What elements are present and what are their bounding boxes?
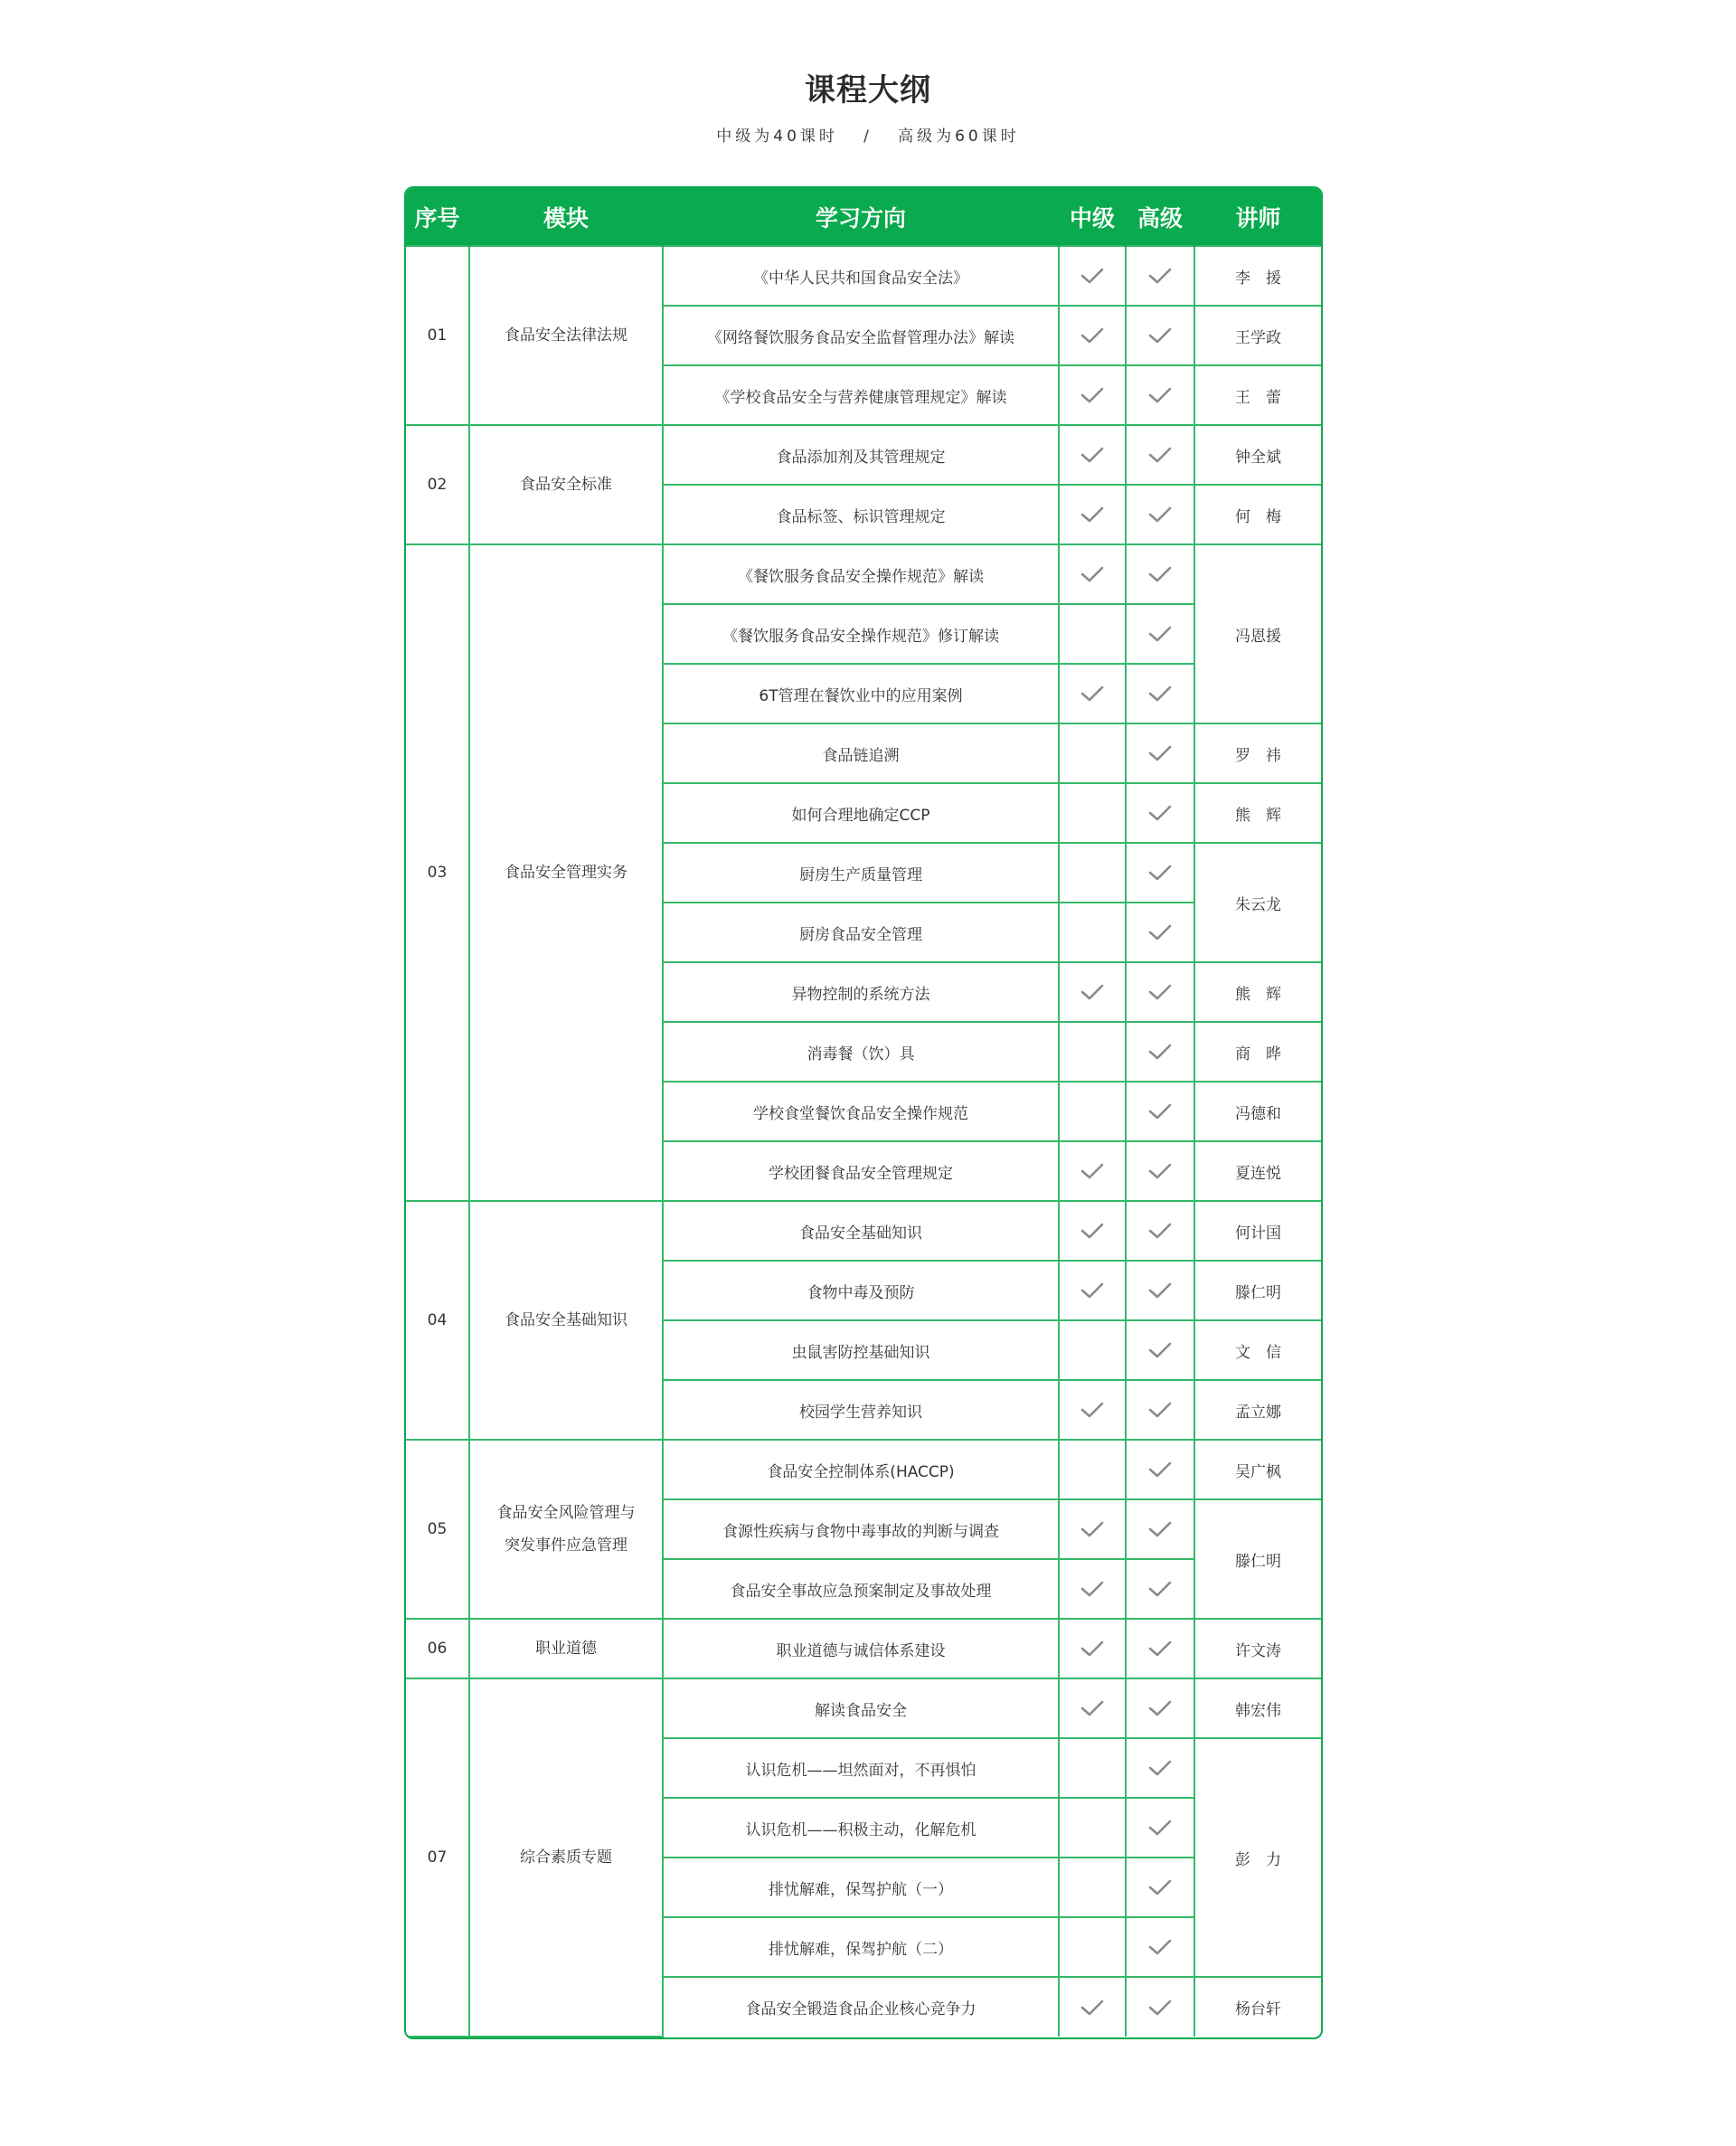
topic-cell: 《餐饮服务食品安全操作规范》修订解读 [663,604,1059,664]
intermediate-cell [1059,544,1126,604]
topic-cell: 虫鼠害防控基础知识 [663,1320,1059,1380]
checkmark-icon [1148,506,1172,524]
intermediate-cell [1059,1917,1126,1977]
topic-cell: 解读食品安全 [663,1678,1059,1738]
advanced-cell [1126,664,1194,723]
advanced-cell [1126,783,1194,843]
advanced-cell [1126,1440,1194,1499]
topic-cell: 食品链追溯 [663,723,1059,783]
advanced-cell [1126,1380,1194,1440]
module-cell [469,1619,663,1678]
checkmark-icon [1080,506,1104,524]
module-name-line: 食品安全风险管理与 [496,1504,636,1522]
checkmark-icon [1080,565,1104,583]
topic-cell: 学校食堂餐饮食品安全操作规范 [663,1082,1059,1141]
checkmark-icon [1080,1162,1104,1180]
checkmark-icon [1148,804,1172,822]
advanced-cell [1126,1022,1194,1082]
checkmark-icon [1148,864,1172,882]
checkmark-icon [1148,1819,1172,1837]
header-topic: 学习方向 [663,188,1059,246]
intermediate-cell [1059,1619,1126,1678]
lecturer-cell: 孟立娜 [1194,1380,1321,1440]
lecturer-cell: 熊 辉 [1194,783,1321,843]
advanced-cell [1126,903,1194,962]
row-number: 06 [406,1619,469,1678]
module-cell [469,1678,663,2037]
topic-cell: 厨房食品安全管理 [663,903,1059,962]
module-name: 食品安全标准 [520,476,612,494]
module-cell [469,425,663,544]
advanced-cell [1126,246,1194,306]
topic-cell: 《学校食品安全与营养健康管理规定》解读 [663,365,1059,425]
intermediate-cell [1059,1261,1126,1320]
header-no: 序号 [406,188,469,246]
advanced-cell [1126,1141,1194,1201]
table-row [406,1678,1321,1738]
topic-cell: 《网络餐饮服务食品安全监督管理办法》解读 [663,306,1059,365]
advanced-cell [1126,962,1194,1022]
topic-cell: 异物控制的系统方法 [663,962,1059,1022]
checkmark-icon [1148,1640,1172,1658]
checkmark-icon [1148,1938,1172,1956]
intermediate-cell [1059,1440,1126,1499]
checkmark-icon [1080,386,1104,404]
topic-cell: 认识危机——坦然面对，不再惧怕 [663,1738,1059,1798]
checkmark-icon [1148,1878,1172,1896]
checkmark-icon [1080,685,1104,703]
checkmark-icon [1080,1222,1104,1240]
header-lecturer: 讲师 [1194,188,1321,246]
lecturer-cell: 王 蕾 [1194,365,1321,425]
intermediate-cell [1059,783,1126,843]
checkmark-icon [1148,1102,1172,1120]
row-number: 04 [406,1201,469,1440]
checkmark-icon [1148,1699,1172,1717]
checkmark-icon [1148,685,1172,703]
checkmark-icon [1148,744,1172,762]
checkmark-icon [1148,1222,1172,1240]
checkmark-icon [1148,1043,1172,1061]
intermediate-cell [1059,664,1126,723]
topic-cell: 食品标签、标识管理规定 [663,485,1059,544]
header-module: 模块 [469,188,663,246]
checkmark-icon [1080,983,1104,1001]
checkmark-icon [1148,446,1172,464]
intermediate-cell [1059,604,1126,664]
topic-cell: 消毒餐（饮）具 [663,1022,1059,1082]
advanced-cell [1126,723,1194,783]
intermediate-cell [1059,1559,1126,1619]
lecturer-cell: 韩宏伟 [1194,1678,1321,1738]
intermediate-cell [1059,1678,1126,1738]
lecturer-cell: 王学政 [1194,306,1321,365]
lecturer-cell: 何 梅 [1194,485,1321,544]
lecturer-cell: 钟全斌 [1194,425,1321,485]
intermediate-cell [1059,1320,1126,1380]
checkmark-icon [1148,1520,1172,1538]
module-name: 食品安全管理实务 [505,864,627,882]
advanced-cell [1126,365,1194,425]
intermediate-cell [1059,1380,1126,1440]
checkmark-icon [1148,326,1172,345]
advanced-cell [1126,1858,1194,1917]
advanced-cell [1126,544,1194,604]
intermediate-cell [1059,306,1126,365]
intermediate-cell [1059,246,1126,306]
topic-cell: 认识危机——积极主动，化解危机 [663,1798,1059,1858]
topic-cell: 食品安全锻造食品企业核心竞争力 [663,1977,1059,2037]
topic-cell: 食品安全事故应急预案制定及事故处理 [663,1559,1059,1619]
topic-cell: 如何合理地确定CCP [663,783,1059,843]
intermediate-cell [1059,1858,1126,1917]
checkmark-icon [1080,1699,1104,1717]
module-cell [469,1440,663,1619]
lecturer-cell: 滕仁明 [1194,1499,1321,1619]
checkmark-icon [1080,326,1104,345]
checkmark-icon [1148,923,1172,941]
lecturer-cell: 李 援 [1194,246,1321,306]
intermediate-cell [1059,365,1126,425]
lecturer-cell: 何计国 [1194,1201,1321,1261]
intermediate-cell [1059,1798,1126,1858]
intermediate-cell [1059,723,1126,783]
topic-cell: 《中华人民共和国食品安全法》 [663,246,1059,306]
row-number: 02 [406,425,469,544]
checkmark-icon [1148,1759,1172,1777]
topic-cell: 排忧解难，保驾护航（一） [663,1858,1059,1917]
topic-cell: 职业道德与诚信体系建设 [663,1619,1059,1678]
intermediate-cell [1059,485,1126,544]
lecturer-cell: 杨台轩 [1194,1977,1321,2037]
advanced-cell [1126,306,1194,365]
topic-cell: 《餐饮服务食品安全操作规范》解读 [663,544,1059,604]
row-number: 05 [406,1440,469,1619]
module-cell [469,1201,663,1440]
topic-cell: 食品安全控制体系(HACCP) [663,1440,1059,1499]
checkmark-icon [1080,1281,1104,1300]
checkmark-icon [1080,1580,1104,1598]
intermediate-cell [1059,1141,1126,1201]
advanced-cell [1126,1201,1194,1261]
checkmark-icon [1148,1461,1172,1479]
checkmark-icon [1080,1640,1104,1658]
table-row [406,1201,1321,1261]
advanced-cell [1126,1977,1194,2037]
intermediate-cell [1059,1201,1126,1261]
table-row [406,425,1321,485]
module-name-line: 突发事件应急管理 [505,1536,627,1555]
advanced-cell [1126,1499,1194,1559]
checkmark-icon [1148,267,1172,285]
header-intermediate: 中级 [1059,188,1126,246]
checkmark-icon [1148,1341,1172,1359]
module-name: 综合素质专题 [520,1848,612,1867]
lecturer-cell: 朱云龙 [1194,843,1321,962]
advanced-cell [1126,1678,1194,1738]
lecturer-cell: 熊 辉 [1194,962,1321,1022]
advanced-cell [1126,425,1194,485]
intermediate-cell [1059,1022,1126,1082]
checkmark-icon [1080,1999,1104,2017]
checkmark-icon [1148,1401,1172,1419]
topic-cell: 食品添加剂及其管理规定 [663,425,1059,485]
lecturer-cell: 许文涛 [1194,1619,1321,1678]
page-subtitle: 中级为40课时 / 高级为60课时 [716,128,1020,146]
checkmark-icon [1148,565,1172,583]
module-cell [469,544,663,1201]
advanced-cell [1126,1320,1194,1380]
table-row [406,246,1321,306]
topic-cell: 食品安全基础知识 [663,1201,1059,1261]
module-cell [469,246,663,425]
topic-cell: 厨房生产质量管理 [663,843,1059,903]
intermediate-cell [1059,1082,1126,1141]
checkmark-icon [1148,625,1172,643]
page-title: 课程大纲 [805,72,931,109]
checkmark-icon [1080,1401,1104,1419]
row-number: 01 [406,246,469,425]
lecturer-cell: 商 晔 [1194,1022,1321,1082]
advanced-cell [1126,485,1194,544]
lecturer-cell: 文 信 [1194,1320,1321,1380]
intermediate-cell [1059,962,1126,1022]
topic-cell: 食物中毒及预防 [663,1261,1059,1320]
lecturer-cell: 彭 力 [1194,1738,1321,1977]
row-number: 07 [406,1678,469,2037]
intermediate-cell [1059,425,1126,485]
topic-cell: 6T管理在餐饮业中的应用案例 [663,664,1059,723]
advanced-cell [1126,1798,1194,1858]
topic-cell: 排忧解难，保驾护航（二） [663,1917,1059,1977]
lecturer-cell: 吴广枫 [1194,1440,1321,1499]
lecturer-cell: 滕仁明 [1194,1261,1321,1320]
intermediate-cell [1059,1499,1126,1559]
table-row [406,544,1321,604]
module-name: 食品安全基础知识 [505,1311,627,1329]
checkmark-icon [1148,1999,1172,2017]
table-row [406,1619,1321,1678]
topic-cell: 校园学生营养知识 [663,1380,1059,1440]
checkmark-icon [1148,386,1172,404]
advanced-cell [1126,604,1194,664]
advanced-cell [1126,1917,1194,1977]
checkmark-icon [1148,1162,1172,1180]
checkmark-icon [1080,1520,1104,1538]
checkmark-icon [1080,267,1104,285]
advanced-cell [1126,1738,1194,1798]
row-number: 03 [406,544,469,1201]
header-advanced: 高级 [1126,188,1194,246]
advanced-cell [1126,1082,1194,1141]
intermediate-cell [1059,903,1126,962]
advanced-cell [1126,843,1194,903]
lecturer-cell: 罗 祎 [1194,723,1321,783]
table-body [406,246,1321,2037]
lecturer-cell: 夏连悦 [1194,1141,1321,1201]
intermediate-cell [1059,1738,1126,1798]
table-row [406,1440,1321,1499]
course-outline-table [404,186,1323,2039]
lecturer-cell: 冯恩援 [1194,544,1321,723]
table-header-row [406,188,1321,246]
checkmark-icon [1148,1281,1172,1300]
module-name: 职业道德 [535,1640,597,1658]
advanced-cell [1126,1619,1194,1678]
topic-cell: 食源性疾病与食物中毒事故的判断与调查 [663,1499,1059,1559]
topic-cell: 学校团餐食品安全管理规定 [663,1141,1059,1201]
lecturer-cell: 冯德和 [1194,1082,1321,1141]
checkmark-icon [1080,446,1104,464]
advanced-cell [1126,1559,1194,1619]
intermediate-cell [1059,1977,1126,2037]
intermediate-cell [1059,843,1126,903]
checkmark-icon [1148,983,1172,1001]
checkmark-icon [1148,1580,1172,1598]
advanced-cell [1126,1261,1194,1320]
module-name: 食品安全法律法规 [505,326,627,345]
